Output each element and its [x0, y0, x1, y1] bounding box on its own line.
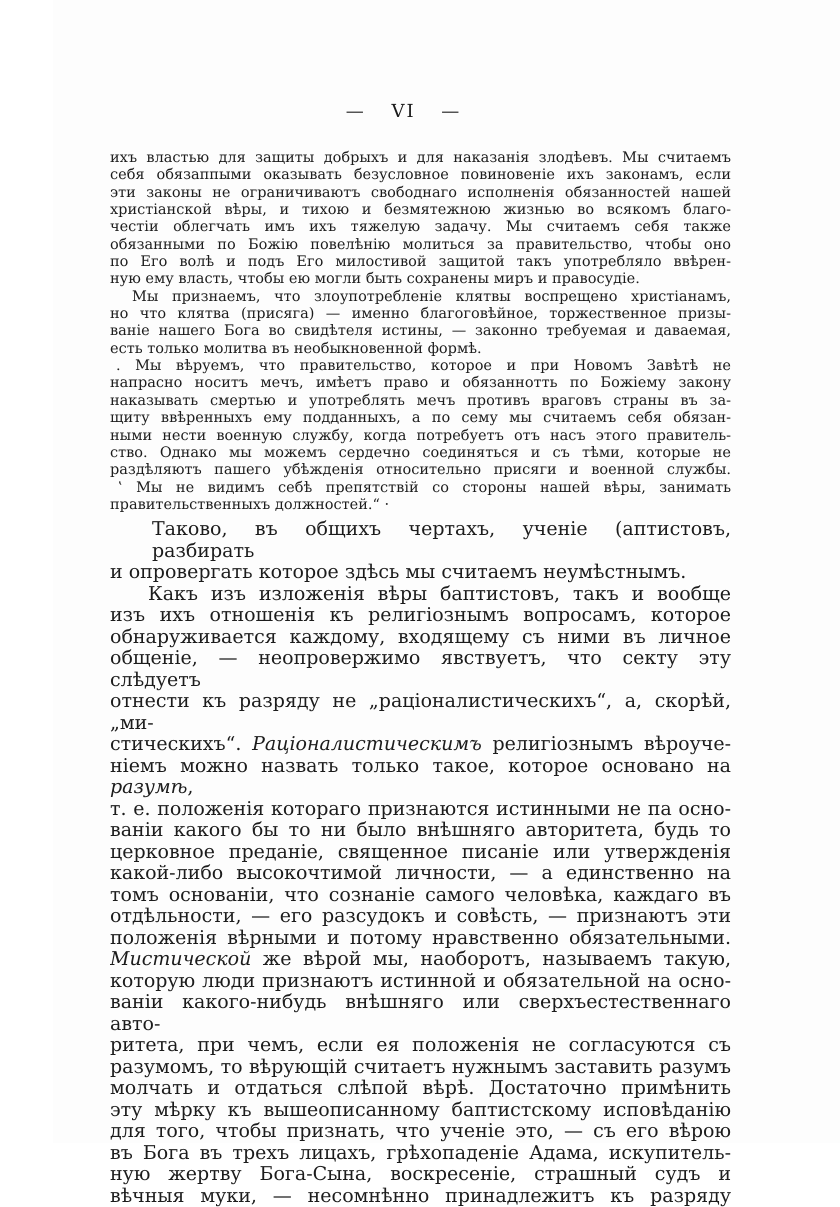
paragraph — [110, 584, 731, 1207]
text-line: ритета, при чемъ, если ея положенія не согласуются съ — [110, 1035, 731, 1057]
text-line: ство. Однако мы можемъ сердечно соединяться и съ тѣми, которые не — [110, 444, 731, 461]
text-line: . Мы вѣруемъ, что правительство, которое и при Новомъ Завѣтѣ не — [116, 358, 731, 375]
text-line: которую люди признаютъ истинной и обязательной на осно- — [110, 970, 731, 992]
text-line: томъ основаніи, что сознаніе самого человѣка, каждаго въ — [110, 884, 731, 906]
text-line: ную ему власть, чтобы ею могли быть сохранены миръ и правосудіе. — [110, 271, 640, 288]
text-line: изъ ихъ отношенія къ религіознымъ вопросамъ, которое — [110, 605, 731, 627]
text-line: для того, чтобы признать, что ученіе это, — съ его вѣрою — [110, 1121, 731, 1143]
text-line: ихъ властью для защиты добрыхъ и для наказанія злодѣевъ. Мы считаемъ — [110, 150, 731, 166]
text-line: положенія вѣрными и потому нравственно обязательными. — [110, 927, 731, 949]
page-number-header: — VI — — [345, 101, 462, 122]
text-line: какой-либо высокочтимой личности, — а единственно на — [110, 863, 731, 885]
text-line: наказывать смертью и употреблять мечъ противъ враговъ страны въ за- — [110, 392, 731, 409]
text-line: обнаруживается каждому, входящему съ ними въ личное — [110, 626, 731, 648]
main-body-text — [110, 519, 731, 1207]
text-column — [110, 0, 731, 1207]
text-line: отнести къ разряду не „раціоналистическихъ“, а, скорѣй, „ми- — [110, 691, 731, 734]
paragraph — [110, 289, 731, 358]
text-line: т. е. положенія котораго признаются истинными не па осно- — [110, 798, 731, 820]
text-line: напрасно носитъ мечъ, имѣетъ право и обязаннотть по Божіему закону — [110, 375, 731, 392]
text-line: ‛ Мы не видимъ себѣ препятствій со стороны нашей вѣры, занимать — [118, 479, 731, 496]
text-line: разумомъ, то вѣрующій считаетъ нужнымъ заставить разумъ — [110, 1056, 731, 1078]
text-line: ваніи какого-нибудь внѣшняго или сверхъестественнаго авто- — [110, 992, 731, 1035]
paragraph — [110, 150, 731, 289]
text-line: и опровергать которое здѣсь мы считаемъ неумѣстнымъ. — [110, 562, 687, 584]
text-line: но что клятва (присяга) — именно благоговѣйное, торжественное призы- — [110, 306, 731, 323]
text-line: отдѣльности, — его разсудокъ и совѣсть, — признаютъ эти — [110, 906, 731, 928]
text-line: молчать и отдаться слѣпой вѣрѣ. Достаточно примѣнить — [110, 1078, 731, 1100]
paragraph — [110, 480, 731, 515]
text-line: правительственныхъ должностей.“ · — [110, 496, 390, 513]
text-line: общеніе, — неопровержимо явствуетъ, что секту эту слѣдуетъ — [110, 648, 731, 691]
text-line: Мы признаемъ, что злоупотребленіе клятвы воспрещено христіанамъ, — [132, 288, 731, 305]
text-line: щиту ввѣренныхъ ему подданныхъ, а по сему мы считаемъ себя обязан- — [110, 410, 731, 427]
paragraph — [110, 358, 731, 479]
text-line: честіи облегчать имъ ихъ тяжелую задачу. Мы считаемъ себя также — [110, 219, 731, 236]
text-line: ную жертву Бога-Сына, воскресеніе, страшный судъ и — [110, 1164, 731, 1186]
text-line: Мистической же вѣрой мы, наоборотъ, называемъ такую, — [110, 949, 731, 971]
text-line: ными нести военную службу, когда потребуетъ отъ насъ этого правитель- — [110, 427, 731, 444]
text-line: обязанными по Божію повелѣнію молиться за правительство, чтобы оно — [110, 236, 731, 253]
text-line: по Его волѣ и подъ Его милостивой защитой такъ употребляло ввѣрен- — [110, 254, 731, 271]
text-line: Таково, въ общихъ чертахъ, ученіе (аптистовъ, разбирать — [152, 519, 731, 562]
text-line: эту мѣрку къ вышеописанному баптистскому исповѣданію — [110, 1099, 731, 1121]
text-line: въ Бога въ трехъ лицахъ, грѣхопаденіе Адама, искупитель- — [110, 1142, 731, 1164]
text-line: вѣчныя муки, — несомнѣнно принадлежитъ къ разряду — [110, 1185, 731, 1207]
text-line: эти законы не ограничиваютъ свободнаго исполненія обязанностей нашей — [110, 184, 731, 201]
text-line: ніемъ можно назвать только такое, которое основано на разумѣ, — [110, 755, 731, 799]
text-line: ваніе нашего Бога во свидѣтеля истины, — законно требуемая и даваемая, — [110, 323, 731, 340]
paragraph — [110, 519, 731, 584]
text-line: христіанской вѣры, и тихою и безмятежною жизнью во всякомъ благо- — [110, 202, 731, 219]
text-line: есть только молитва въ необыкновенной формѣ. — [110, 340, 482, 357]
text-line: стическихъ“. Раціоналистическимъ религіознымъ вѣроуче- — [110, 734, 731, 756]
text-line: себя обязаппыми оказывать безусловное повиновеніе ихъ законамъ, если — [110, 167, 731, 184]
quoted-confession-block — [110, 150, 731, 514]
text-line: Какъ изъ изложенія вѣры баптистовъ, такъ и вообще — [148, 583, 731, 605]
text-line: раздѣляютъ пашего убѣжденія относительно присяги и военной службы. — [110, 462, 731, 479]
text-line: церковное преданіе, священное писаніе или утвержденія — [110, 841, 731, 863]
text-line: ваніи какого бы то ни было внѣшняго авторитета, будь то — [110, 820, 731, 842]
